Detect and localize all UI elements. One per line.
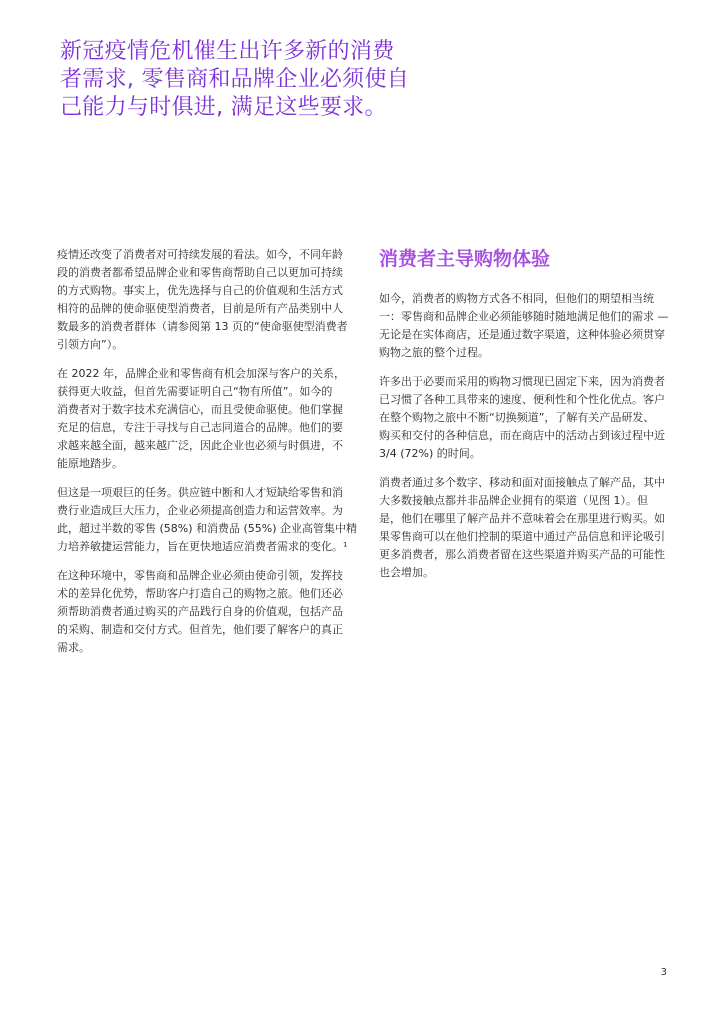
text-line: 需求。 bbox=[57, 641, 90, 654]
text-line: 消费者对于数字技术充满信心，而且受使命驱使。他们掌握 bbox=[57, 403, 343, 416]
text-line: 如今，消费者的购物方式各不相同，但他们的期望相当统 bbox=[379, 292, 654, 305]
text-line: 一：零售商和品牌企业必须能够随时随地满足他们的需求 — bbox=[379, 310, 669, 323]
text-line: 段的消费者都希望品牌企业和零售商帮助自己以更加可持续 bbox=[57, 266, 343, 279]
body-paragraph bbox=[57, 246, 353, 354]
text-line: 购买和交付的各种信息，而在商店中的活动占到该过程中近 bbox=[379, 429, 665, 442]
text-line: 果零售商可以在他们控制的渠道中通过产品信息和评论吸引 bbox=[379, 530, 665, 543]
pull-quote-line: 者需求, 零售商和品牌企业必须使自 bbox=[60, 67, 410, 92]
text-line: 相符的品牌的使命驱使型消费者，目前是所有产品类别中人 bbox=[57, 302, 343, 315]
body-paragraph bbox=[379, 290, 675, 362]
text-line: 充足的信息，专注于寻找与自己志同道合的品牌。他们的要 bbox=[57, 421, 343, 434]
left-column bbox=[57, 246, 358, 668]
right-column bbox=[379, 246, 675, 593]
text-line: 费行业造成巨大压力，企业必须提高创造力和运营效率。为 bbox=[57, 504, 343, 517]
text-line: 的采购、制造和交付方式。但首先，他们要了解客户的真正 bbox=[57, 623, 343, 636]
body-paragraph bbox=[379, 474, 675, 582]
pull-quote-line: 新冠疫情危机催生出许多新的消费 bbox=[60, 39, 395, 64]
text-line: 数最多的消费者群体（请参阅第 13 页的“使命驱使型消费者 bbox=[57, 320, 348, 333]
text-line: 在 2022 年，品牌企业和零售商有机会加深与客户的关系， bbox=[57, 367, 345, 380]
text-line: 此，超过半数的零售 (58%) 和消费品 (55%) 企业高管集中精 bbox=[57, 522, 358, 535]
text-line: 消费者通过多个数字、移动和面对面接触点了解产品，其中 bbox=[379, 476, 665, 489]
text-line: 的方式购物。事实上，优先选择与自己的价值观和生活方式 bbox=[57, 284, 343, 297]
text-line: 是，他们在哪里了解产品并不意味着会在那里进行购买。如 bbox=[379, 512, 665, 525]
body-paragraph bbox=[57, 567, 353, 657]
body-paragraph bbox=[379, 373, 675, 463]
text-line: 更多消费者，那么消费者留在这些渠道并购买产品的可能性 bbox=[379, 548, 665, 561]
text-line: 疫情还改变了消费者对可持续发展的看法。如今，不同年龄 bbox=[57, 248, 343, 261]
text-line: 引领方向”）。 bbox=[57, 338, 124, 351]
text-line: 求越来越全面，越来越广泛，因此企业也必须与时俱进，不 bbox=[57, 439, 343, 452]
body-paragraph bbox=[57, 365, 353, 473]
text-line: 3/4 (72%) 的时间。 bbox=[379, 447, 481, 460]
pull-quote-line: 己能力与时俱进, 满足这些要求。 bbox=[60, 95, 387, 120]
text-line: 术的差异化优势，帮助客户打造自己的购物之旅。他们还必 bbox=[57, 587, 343, 600]
text-line: 大多数接触点都并非品牌企业拥有的渠道（见图 1）。但 bbox=[379, 494, 648, 507]
body-paragraph bbox=[57, 484, 358, 556]
text-line: 在整个购物之旅中不断“切换频道”，了解有关产品研发、 bbox=[379, 411, 655, 424]
text-line: 无论是在实体商店，还是通过数字渠道，这种体验必须贯穿 bbox=[379, 328, 665, 341]
text-line: 购物之旅的整个过程。 bbox=[379, 346, 489, 359]
text-line: 力培养敏捷运营能力，旨在更快地适应消费者需求的变化。¹ bbox=[57, 540, 348, 553]
text-line: 已习惯了各种工具带来的速度、便利性和个性化优点。客户 bbox=[379, 393, 665, 406]
text-line: 也会增加。 bbox=[379, 566, 434, 579]
text-line: 许多出于必要而采用的购物习惯现已固定下来，因为消费者 bbox=[379, 375, 665, 388]
text-line: 能原地踏步。 bbox=[57, 457, 123, 470]
section-heading: 消费者主导购物体验 bbox=[379, 248, 551, 270]
text-line: 在这种环境中，零售商和品牌企业必须由使命引领，发挥技 bbox=[57, 569, 343, 582]
text-line: 获得更大收益，但首先需要证明自己“物有所值”。如今的 bbox=[57, 385, 333, 398]
text-line: 但这是一项艰巨的任务。供应链中断和人才短缺给零售和消 bbox=[57, 486, 343, 499]
page-number: 3 bbox=[660, 967, 667, 978]
pull-quote bbox=[60, 38, 410, 122]
text-line: 须帮助消费者通过购买的产品践行自身的价值观，包括产品 bbox=[57, 605, 343, 618]
